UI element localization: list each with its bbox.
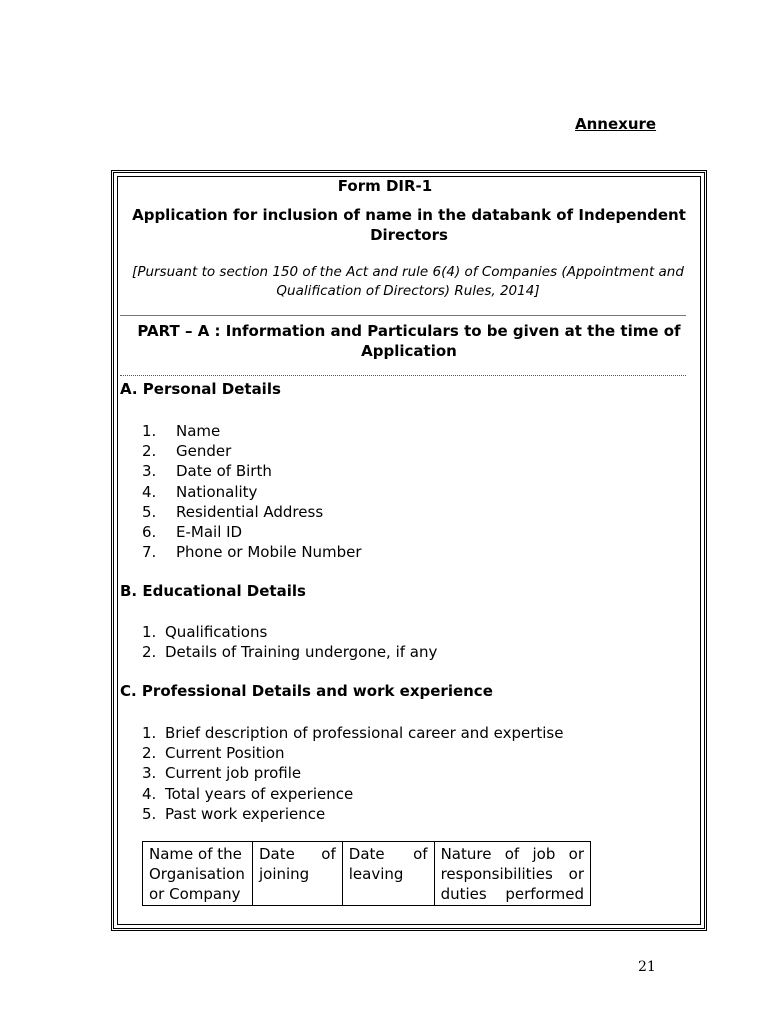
divider-dotted	[120, 375, 686, 376]
section-a-heading: A. Personal Details	[120, 380, 281, 398]
col-date-leaving-header: Date of leaving	[342, 842, 434, 906]
col-organisation-header: Name of the Organisation or Company	[143, 842, 253, 906]
page-number: 21	[638, 959, 656, 975]
list-item: 4. Total years of experience	[142, 784, 354, 803]
section-b-heading: B. Educational Details	[120, 582, 306, 600]
list-item: 2. Current Position	[142, 744, 285, 763]
pursuant-note	[118, 263, 698, 301]
col-date-joining-header: Date of joining	[252, 842, 342, 906]
list-item: 6. E-Mail ID	[142, 523, 243, 542]
list-item: 3. Current job profile	[142, 764, 302, 783]
application-title: Application for inclusion of name in the databank of Independent Directors	[132, 206, 686, 244]
col-nature-of-job-header: Nature of job or responsibilities or duties performed	[434, 842, 590, 906]
list-item: 7. Phone or Mobile Number	[142, 543, 362, 562]
list-item: 1. Name	[142, 422, 221, 440]
list-item: 4. Nationality	[142, 482, 258, 501]
pursuant-line-1: [Pursuant to section 150 of the Act and rule 6(4) of Companies (Appointment and	[132, 264, 684, 280]
part-a-title: PART – A : Information and Particulars to be given at the time of Application	[137, 322, 681, 360]
list-item: 5. Past work experience	[142, 804, 326, 823]
list-item: 2. Gender	[142, 442, 232, 461]
table-header-row	[143, 842, 591, 906]
list-item: 3. Date of Birth	[142, 462, 272, 481]
divider-line	[120, 315, 686, 316]
form-title: Form DIR-1	[337, 177, 433, 195]
section-c-heading: C. Professional Details and work experience	[120, 682, 493, 700]
list-item: 2. Details of Training undergone, if any	[142, 643, 438, 662]
educational-details-list	[142, 622, 437, 662]
list-item: 1. Qualifications	[142, 623, 268, 641]
list-item: 1. Brief description of professional career and expertise	[142, 724, 564, 742]
annexure-heading: Annexure	[575, 115, 657, 133]
work-experience-table	[142, 841, 591, 906]
personal-details-list	[142, 421, 362, 562]
professional-details-list	[142, 723, 563, 824]
pursuant-line-2: Qualification of Directors) Rules, 2014]	[276, 283, 540, 299]
list-item: 5. Residential Address	[142, 502, 324, 521]
